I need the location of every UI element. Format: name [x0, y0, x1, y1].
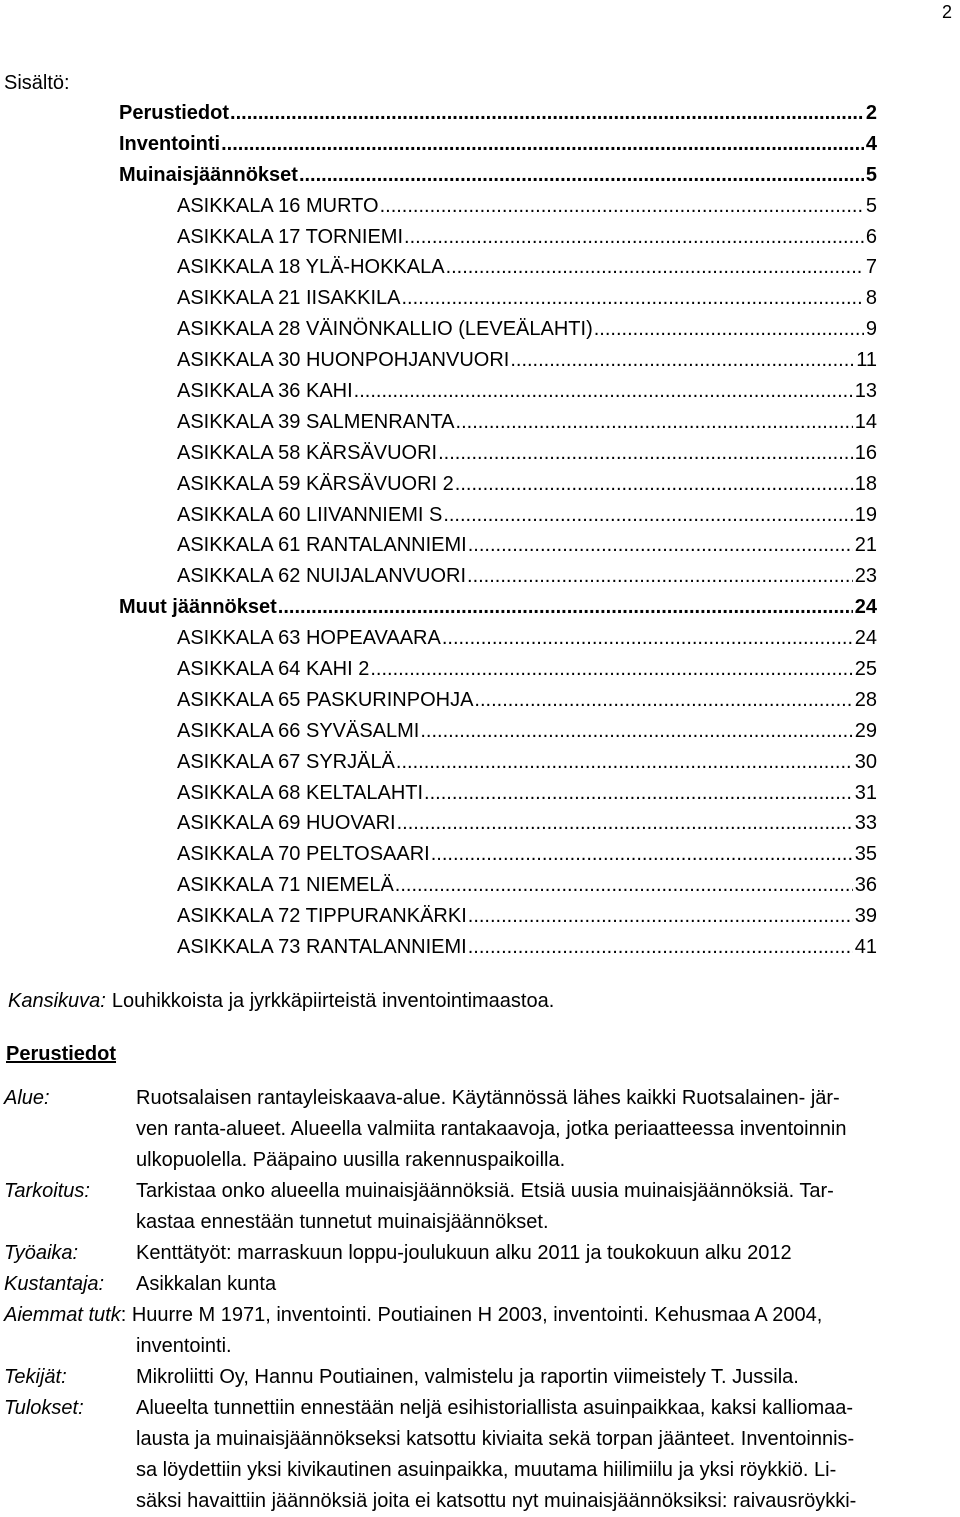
toc-entry-title: ASIKKALA 16 MURTO [177, 194, 379, 217]
toc-entry[interactable] [177, 901, 877, 932]
field-value [136, 1269, 944, 1300]
field-value-line: inventointi. [136, 1335, 232, 1357]
field-label: Kustantaja: [4, 1273, 105, 1295]
info-field [0, 1300, 960, 1362]
toc-entry-title: ASIKKALA 62 NUIJALANVUORI [177, 565, 467, 588]
toc-entry-title: ASIKKALA 63 HOPEAVAARA [177, 627, 441, 650]
toc-leader-dots [395, 870, 853, 901]
toc-leader-dots [594, 314, 864, 345]
field-value-line: Kenttätyöt: marraskuun loppu-joulukuun alku 2011 ja toukokuun alku 2012 [136, 1242, 792, 1264]
toc-leader-dots [474, 685, 852, 716]
toc-entry[interactable] [177, 716, 877, 747]
field-value [136, 1362, 944, 1393]
toc-leader-dots [299, 160, 864, 191]
toc-entry-title: Inventointi [119, 132, 221, 155]
toc-entry-page: 14 [854, 410, 877, 433]
info-field [0, 1083, 960, 1176]
toc-entry-title: ASIKKALA 66 SYVÄSALMI [177, 719, 420, 742]
field-value-line: lausta ja muinaisjäännökseksi katsottu kiviaita sekä torpan jäänteet. Inventoinnis- [136, 1428, 855, 1450]
field-value-line: kastaa ennestään tunnetut muinaisjäännökset. [136, 1211, 549, 1233]
toc-leader-dots [455, 469, 853, 500]
toc-entry-page: 28 [854, 688, 877, 711]
field-value-line: Mikroliitti Oy, Hannu Poutiainen, valmistelu ja raportin viimeistely T. Jussila. [136, 1366, 799, 1388]
field-label: Alue: [4, 1087, 50, 1109]
toc-entry-page: 25 [854, 658, 877, 681]
toc-entry-title: ASIKKALA 72 TIPPURANKÄRKI [177, 905, 467, 928]
toc-entry-page: 9 [865, 318, 877, 341]
toc-leader-dots [438, 438, 853, 469]
toc-entry-page: 6 [865, 225, 877, 248]
toc-entry[interactable] [177, 222, 877, 253]
toc-entry[interactable] [177, 283, 877, 314]
toc-entry[interactable] [177, 500, 877, 531]
cover-label: Kansikuva: [8, 990, 106, 1012]
field-label: Tulokset: [4, 1397, 84, 1419]
toc-entry-page: 23 [854, 565, 877, 588]
toc-leader-dots [431, 839, 853, 870]
toc-entry-title: ASIKKALA 68 KELTALAHTI [177, 781, 424, 804]
toc-entry-page: 8 [865, 287, 877, 310]
field-value [136, 1238, 944, 1269]
toc-entry-title: ASIKKALA 73 RANTALANNIEMI [177, 936, 467, 959]
field-value-line: Alueelta tunnettiin ennestään neljä esihistoriallista asuinpaikkaa, kaksi kalliomaa- [136, 1397, 854, 1419]
toc-entry-page: 29 [854, 719, 877, 742]
toc-entry-title: ASIKKALA 59 KÄRSÄVUORI 2 [177, 472, 454, 495]
field-label: Aiemmat tutk [4, 1304, 121, 1326]
toc-entry-title: ASIKKALA 28 VÄINÖNKALLIO (LEVEÄLAHTI) [177, 318, 593, 341]
toc-entry[interactable] [177, 469, 877, 500]
toc-entry[interactable] [119, 98, 877, 129]
cover-caption [8, 990, 554, 1013]
toc-entry-title: Perustiedot [119, 102, 230, 124]
toc-leader-dots [404, 222, 864, 253]
toc-entry-title: Muinaisjäännökset [119, 163, 298, 186]
toc-entry-title: ASIKKALA 36 KAHI [177, 380, 353, 403]
toc-entry-title: ASIKKALA 61 RANTALANNIEMI [177, 534, 467, 557]
toc-entry-title: ASIKKALA 60 LIIVANNIEMI S [177, 503, 443, 526]
field-value [136, 1083, 944, 1176]
toc-entry-title: ASIKKALA 21 IISAKKILA [177, 287, 401, 310]
toc-entry[interactable] [177, 438, 877, 469]
toc-entry-page: 21 [854, 534, 877, 557]
toc-entry[interactable] [177, 623, 877, 654]
field-value [136, 1176, 944, 1238]
toc-entry-page: 31 [854, 781, 877, 804]
field-value-line: Huurre M 1971, inventointi. Poutiainen H 2003, inventointi. Kehusmaa A 2004, [131, 1304, 823, 1326]
toc-leader-dots [456, 407, 853, 438]
field-value [136, 1393, 944, 1517]
toc-entry[interactable] [177, 191, 877, 222]
toc-leader-dots [221, 129, 864, 160]
field-label-colon: : [120, 1304, 132, 1326]
toc-leader-dots [424, 778, 853, 809]
toc-entry-page: 18 [854, 472, 877, 495]
toc-leader-dots [230, 98, 864, 129]
field-label: Tarkoitus: [4, 1180, 90, 1202]
toc-entry[interactable] [177, 561, 877, 592]
toc-leader-dots [468, 901, 853, 932]
info-field [0, 1393, 960, 1517]
toc-entry-page: 11 [856, 349, 877, 372]
toc-entry-title: ASIKKALA 70 PELTOSAARI [177, 843, 430, 866]
toc-leader-dots [467, 561, 853, 592]
toc-entry[interactable] [177, 808, 877, 839]
toc-entry-page: 5 [865, 163, 877, 186]
toc-entry-page: 24 [854, 596, 877, 619]
toc-leader-dots [278, 592, 853, 623]
toc-entry-title: ASIKKALA 30 HUONPOHJANVUORI [177, 349, 510, 372]
toc-entry-title: ASIKKALA 58 KÄRSÄVUORI [177, 441, 438, 464]
toc-entry-page: 36 [854, 874, 877, 897]
toc-entry[interactable] [177, 685, 877, 716]
toc-entry-page: 4 [865, 132, 877, 155]
toc-leader-dots [380, 191, 864, 222]
toc-leader-dots [420, 716, 852, 747]
toc-entry-page: 41 [854, 936, 877, 959]
toc-entry-page: 24 [854, 627, 877, 650]
toc-entry[interactable] [119, 592, 877, 623]
field-label: Tekijät: [4, 1366, 67, 1388]
toc-entry-title: ASIKKALA 67 SYRJÄLÄ [177, 750, 395, 773]
field-value-line: sa löydettiin yksi kivikautinen asuinpaikka, muutama hiilimiilu ja yksi röykkiö. Li- [136, 1459, 837, 1481]
field-value-line: ven ranta-alueet. Alueella valmiita rantakaavoja, jotka periaatteessa inventoinnin [136, 1118, 847, 1140]
toc-entry-page: 5 [865, 194, 877, 217]
toc-entry-page: 33 [854, 812, 877, 835]
info-field [0, 1238, 960, 1269]
toc-entry[interactable] [177, 407, 877, 438]
toc-entry[interactable] [177, 530, 877, 561]
field-value-line: säksi havaittiin jäännöksiä joita ei katsottu nyt muinaisjäännöksiksi: raivausröykki- [136, 1490, 857, 1512]
toc-entry[interactable] [177, 376, 877, 407]
field-label: Työaika: [4, 1242, 79, 1264]
toc-entry[interactable] [119, 129, 877, 160]
toc-leader-dots [468, 530, 853, 561]
toc-entry-page: 19 [854, 503, 877, 526]
toc-leader-dots [446, 252, 864, 283]
toc-entry[interactable] [119, 160, 877, 191]
toc-entry-title: Muut jäännökset [119, 596, 277, 619]
field-value-line: Ruotsalaisen rantayleiskaava-alue. Käytännössä lähes kaikki Ruotsalainen- jär- [136, 1087, 840, 1109]
toc-entry[interactable] [177, 839, 877, 870]
table-of-contents [0, 98, 960, 963]
toc-entry-title: ASIKKALA 18 YLÄ-HOKKALA [177, 256, 445, 279]
toc-entry-title: ASIKKALA 65 PASKURINPOHJA [177, 688, 474, 711]
toc-entry[interactable] [177, 345, 877, 376]
toc-entry[interactable] [177, 932, 877, 963]
field-value-line: Tarkistaa onko alueella muinaisjäännöksiä. Etsiä uusia muinaisjäännöksiä. Tar- [136, 1180, 834, 1202]
toc-entry-page: 7 [865, 256, 877, 279]
toc-leader-dots [401, 283, 863, 314]
toc-entry-title: ASIKKALA 39 SALMENRANTA [177, 410, 455, 433]
toc-entry[interactable] [177, 654, 877, 685]
toc-heading: Sisältö: [4, 72, 70, 94]
toc-leader-dots [443, 500, 852, 531]
toc-entry-page: 16 [854, 441, 877, 464]
toc-entry[interactable] [177, 314, 877, 345]
info-field [0, 1269, 960, 1300]
section-title: Perustiedot [6, 1043, 117, 1065]
toc-leader-dots [468, 932, 853, 963]
toc-leader-dots [442, 623, 853, 654]
toc-entry-title: ASIKKALA 69 HUOVARI [177, 812, 396, 835]
toc-entry-page: 35 [854, 843, 877, 866]
toc-entry[interactable] [177, 778, 877, 809]
toc-entry-title: ASIKKALA 71 NIEMELÄ [177, 874, 394, 897]
field-value-line: Asikkalan kunta [136, 1273, 277, 1295]
toc-entry-page: 13 [854, 380, 877, 403]
toc-entry-page: 2 [865, 102, 877, 124]
toc-entry[interactable] [177, 252, 877, 283]
cover-text: Louhikkoista ja jyrkkäpiirteistä inventointimaastoa. [111, 990, 555, 1012]
basic-info-fields [0, 1083, 960, 1517]
toc-entry[interactable] [177, 747, 877, 778]
info-field [0, 1176, 960, 1238]
toc-entry-page: 39 [854, 905, 877, 928]
field-value-line: ulkopuolella. Pääpaino uusilla rakennuspaikoilla. [136, 1149, 566, 1171]
toc-leader-dots [396, 747, 853, 778]
toc-entry-page: 30 [854, 750, 877, 773]
toc-entry-title: ASIKKALA 17 TORNIEMI [177, 225, 404, 248]
info-field [0, 1362, 960, 1393]
toc-leader-dots [370, 654, 852, 685]
toc-leader-dots [510, 345, 854, 376]
toc-entry-title: ASIKKALA 64 KAHI 2 [177, 658, 370, 681]
page-number: 2 [941, 2, 952, 22]
toc-leader-dots [397, 808, 853, 839]
toc-leader-dots [354, 376, 853, 407]
toc-entry[interactable] [177, 870, 877, 901]
